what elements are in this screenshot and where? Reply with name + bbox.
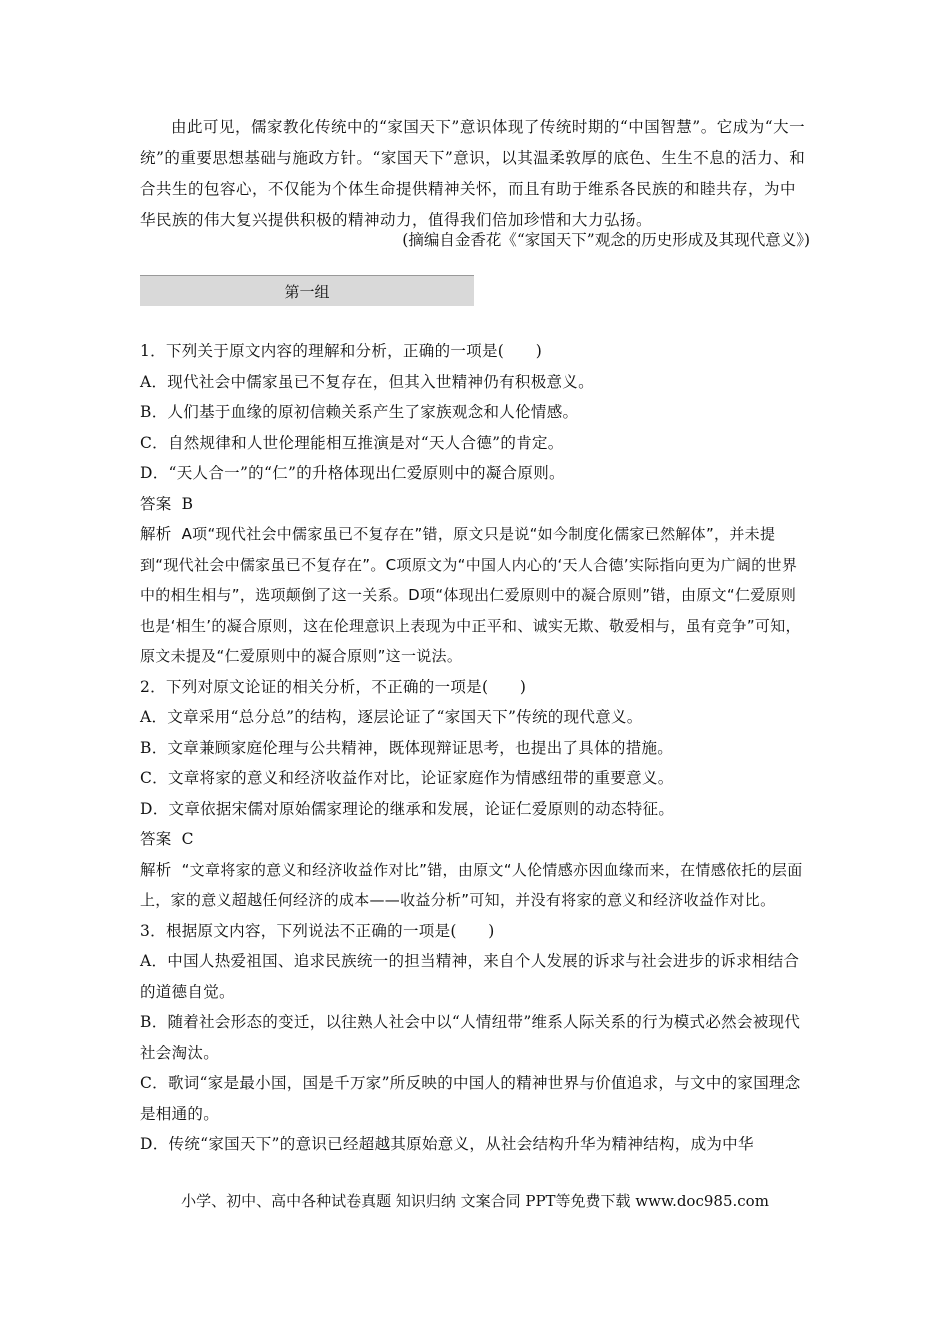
analysis-line (140, 519, 810, 672)
option-b: B．随着社会形态的变迁，以往熟人社会中以“人情纽带”维系人际关系的行为模式必然会被现代社会淘汰。 (140, 1013, 801, 1062)
intro-paragraph: 由此可见，儒家教化传统中的“家国天下”意识体现了传统时期的“中国智慧”。它成为“大一统”的重要思想基础与施政方针。“家国天下”意识，以其温柔敦厚的底色、生生不息的活力、和合共生的包容心，不仅能为个体生命提供精神关怀，而且有助于维系各民族的和睦共存，为中华民族的伟大复兴提供积极的精神动力，值得我们倍加珍惜和大力弘扬。 (140, 118, 806, 229)
option-d: D．“天人合一”的“仁”的升格体现出仁爱原则中的凝合原则。 (140, 464, 565, 482)
option-b: B．人们基于血缘的原初信赖关系产生了家族观念和人伦情感。 (140, 403, 579, 421)
answer-label: 答案 (140, 830, 172, 848)
answer-line (140, 489, 810, 520)
answer-value: B (181, 494, 194, 513)
section-header (140, 275, 474, 306)
question-stem: 3．根据原文内容，下列说法不正确的一项是( ) (140, 921, 495, 940)
answer-label: 答案 (140, 494, 172, 513)
question-stem: 2．下列对原文论证的相关分析，不正确的一项是( ) (140, 677, 527, 696)
answer-line (140, 824, 810, 855)
option-c: C．歌词“家是最小国，国是千万家”所反映的中国人的精神世界与价值追求，与文中的家国理念是相通的。 (140, 1074, 801, 1123)
option-d: D．文章依据宋儒对原始儒家理论的继承和发展，论证仁爱原则的动态特征。 (140, 799, 675, 818)
section-title: 第一组 (284, 282, 330, 301)
analysis-label: 解析 (140, 860, 172, 879)
question-stem: 1．下列关于原文内容的理解和分析，正确的一项是( ) (140, 342, 543, 360)
page-footer: 小学、初中、高中各种试卷真题 知识归纳 文案合同 PPT等免费下载 www.doc985.com (181, 1192, 769, 1210)
source-citation: (摘编自金香花《“家国天下”观念的历史形成及其现代意义》) (402, 231, 810, 249)
analysis-text: A项“现代社会中儒家虽已不复存在”错，原文只是说“如今制度化儒家已然解体”，并未提到“现代社会中儒家虽已不复存在”。C项原文为“中国人内心的‘天人合德’实际指向更为广阔的世界中的相生相与”，选项颠倒了这一关系。D项“体现出仁爱原则中的凝合原则”错，由原文“仁爱原则也是‘相生’的凝合原则，这在伦理意识上表现为中正平和、诚实无欺、敬爱相与，虽有竞争”可知，原文未提及“仁爱原则中的凝合原则”这一说法。 (140, 525, 801, 665)
option-a: A．文章采用“总分总”的结构，逐层论证了“家国天下”传统的现代意义。 (140, 708, 643, 726)
analysis-label: 解析 (140, 525, 172, 543)
answer-value: C (181, 830, 194, 848)
option-c: C．自然规律和人世伦理能相互推演是对“天人合德”的肯定。 (140, 433, 564, 452)
option-c: C．文章将家的意义和经济收益作对比，论证家庭作为情感纽带的重要意义。 (140, 769, 674, 787)
option-d: D．传统“家国天下”的意识已经超越其原始意义，从社会结构升华为精神结构，成为中华 (140, 1135, 754, 1153)
analysis-text: “文章将家的意义和经济收益作对比”错，由原文“人伦情感亦因血缘而来，在情感依托的层面上，家的意义超越任何经济的成本——收益分析”可知，并没有将家的意义和经济收益作对比。 (140, 860, 803, 909)
option-a: A．中国人热爱祖国、追求民族统一的担当精神，来自个人发展的诉求与社会进步的诉求相结合的道德自觉。 (140, 952, 800, 1001)
analysis-line (140, 855, 810, 916)
option-b: B．文章兼顾家庭伦理与公共精神，既体现辩证思考，也提出了具体的措施。 (140, 738, 674, 757)
questions-block (140, 336, 810, 1160)
option-a: A．现代社会中儒家虽已不复存在，但其入世精神仍有积极意义。 (140, 372, 594, 391)
